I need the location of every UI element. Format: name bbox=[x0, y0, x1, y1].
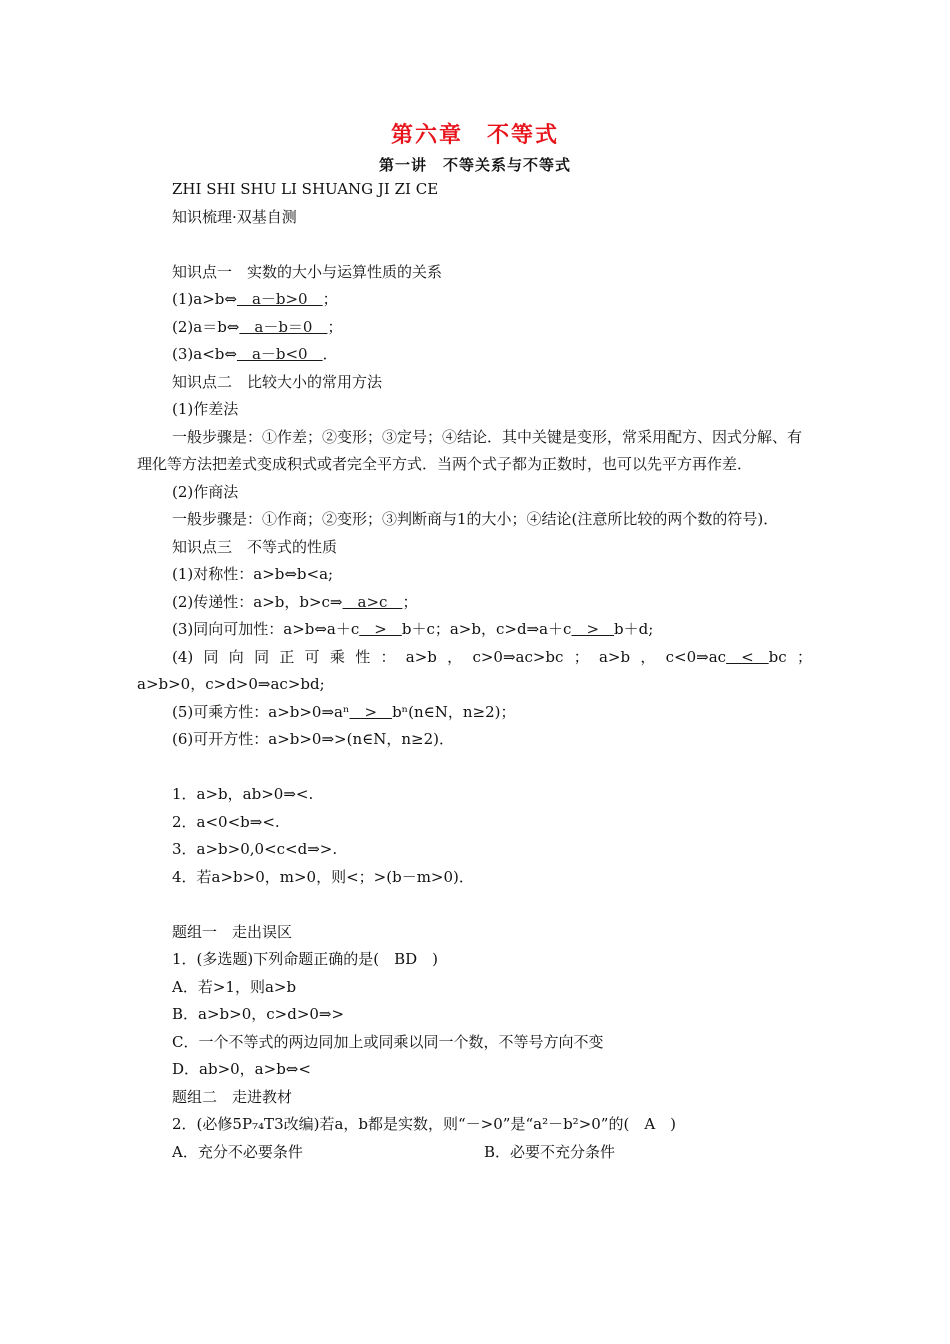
group2-question: 2．(必修5P₇₄T3改编)若a，b都是实数，则“－>0”是“a²－b²>0”的( A ) bbox=[172, 1115, 677, 1133]
kp3-property-1: (1)对称性：a>b⇔b<a; bbox=[172, 565, 334, 583]
kp3-property-2: (2)传递性：a>b，b>c⇒ a>c ； bbox=[172, 592, 418, 611]
document-body bbox=[137, 176, 812, 1166]
answer-blank: < bbox=[726, 647, 769, 666]
group1-heading: 题组一 走出误区 bbox=[172, 922, 293, 941]
answer-blank: > bbox=[571, 620, 615, 638]
kp3-property-4: (4) 同 向 同 正 可 乘 性 ： a>b ， c>0⇒ac>bc ； a>b ， c<0⇒ac < bc ； bbox=[172, 647, 812, 666]
group1-question: 1．(多选题)下列命题正确的是( BD ) bbox=[172, 950, 439, 968]
conclusion-3: 3．a>b>0,0<c<d⇒>. bbox=[172, 840, 338, 858]
group2-heading: 题组二 走进教材 bbox=[172, 1087, 293, 1106]
conclusion-1: 1．a>b，ab>0⇒<. bbox=[172, 785, 314, 803]
answer-blank: a－b＝0 bbox=[239, 317, 328, 336]
section-heading: 知识梳理·双基自测 bbox=[172, 207, 297, 226]
group1-option-b: B．a>b>0，c>d>0⇒> bbox=[172, 1005, 345, 1023]
kp1-heading: 知识点一 实数的大小与运算性质的关系 bbox=[172, 262, 443, 281]
kp3-property-3: (3)同向可加性：a>b⇔a＋c > b＋c；a>b，c>d⇒a＋c > b＋d; bbox=[172, 620, 654, 638]
kp2-method2-title: (2)作商法 bbox=[172, 482, 239, 501]
kp2-method1-title: (1)作差法 bbox=[172, 400, 239, 418]
answer-blank: > bbox=[359, 620, 402, 638]
kp3-property-4-cont: a>b>0，c>d>0⇒ac>bd; bbox=[137, 675, 325, 693]
answer-blank: a>c bbox=[342, 592, 403, 611]
lesson-title: 第一讲 不等关系与不等式 bbox=[378, 156, 571, 174]
kp3-property-6: (6)可开方性：a>b>0⇒>(n∈N，n≥2)． bbox=[172, 730, 454, 748]
kp3-heading: 知识点三 不等式的性质 bbox=[172, 537, 338, 556]
group2-options bbox=[172, 1139, 812, 1167]
group2-option-b: B．必要不充分条件 bbox=[484, 1142, 616, 1161]
conclusion-2: 2．a<0<b⇒<. bbox=[172, 812, 280, 831]
answer-blank: a－b<0 bbox=[236, 345, 323, 363]
kp3-property-5: (5)可乘方性：a>b>0⇒aⁿ > bⁿ(n∈N，n≥2)； bbox=[172, 702, 516, 721]
kp2-heading: 知识点二 比较大小的常用方法 bbox=[172, 372, 383, 391]
group1-option-a: A．若>1，则a>b bbox=[172, 977, 297, 996]
kp1-item-2: (2)a＝b⇔ a－b＝0 ； bbox=[172, 317, 343, 336]
group1-option-d: D．ab>0，a>b⇔< bbox=[172, 1060, 311, 1078]
kp1-item-1: (1)a>b⇔ a－b>0 ； bbox=[172, 290, 338, 308]
group1-option-c: C．一个不等式的两边同加上或同乘以同一个数，不等号方向不变 bbox=[172, 1032, 604, 1051]
kp2-method1-text: 一般步骤是：①作差；②变形；③定号；④结论．其中关键是变形，常采用配方、因式分解、有理化等方法把差式变成积式或者完全平方式．当两个式子都为正数时，也可以先平方再作差． bbox=[137, 427, 803, 473]
chapter-title: 第六章 不等式 bbox=[390, 123, 559, 148]
conclusion-4: 4．若a>b>0，m>0，则<；>(b－m>0)． bbox=[172, 867, 474, 886]
answer-blank: > bbox=[349, 702, 393, 721]
group2-option-a: A．充分不必要条件 bbox=[172, 1142, 303, 1161]
kp1-item-3: (3)a<b⇔ a－b<0 ． bbox=[172, 345, 338, 363]
kp2-method2-text: 一般步骤是：①作商；②变形；③判断商与1的大小；④结论(注意所比较的两个数的符号)． bbox=[172, 510, 779, 528]
pinyin-heading: ZHI SHI SHU LI SHUANG JI ZI CE bbox=[172, 180, 439, 198]
answer-blank: a－b>0 bbox=[236, 290, 323, 308]
